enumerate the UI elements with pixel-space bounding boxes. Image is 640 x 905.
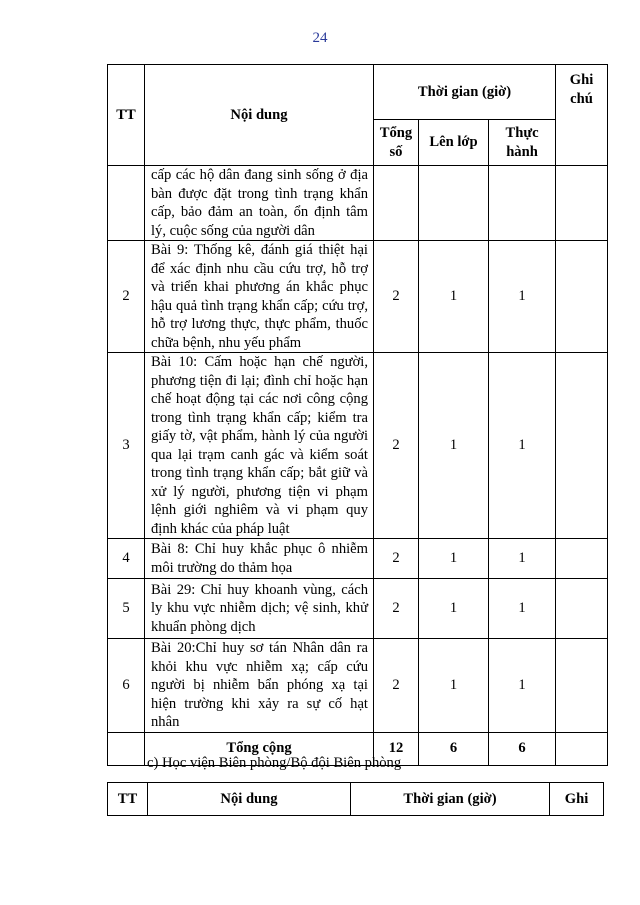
table-row <box>108 539 608 579</box>
page-number: 24 <box>312 30 328 46</box>
row-tt: 5 <box>108 579 145 639</box>
second-table-header <box>107 782 604 816</box>
header-note <box>556 65 608 166</box>
row-total: 2 <box>374 539 419 579</box>
second-header-tt: TT <box>108 783 148 816</box>
row-content: Bài 20:Chỉ huy sơ tán Nhân dân ra khỏi khu vực nhiễm xạ; cấp cứu người bị nhiễm bẩn phóng xạ tại hiện trường khi xảy ra sự cố hạt nhân <box>145 639 374 733</box>
header-note-line2: chú <box>570 90 593 107</box>
total-tt <box>108 732 145 765</box>
header-total <box>374 120 419 166</box>
row-tt: 2 <box>108 241 145 353</box>
row-content: Bài 9: Thống kê, đánh giá thiệt hại để xác định nhu cầu cứu trợ, hỗ trợ và triển khai phương án khắc phục hậu quả tình trạng khẩn cấp; cứu trợ, hỗ trợ lương thực, thực phẩm, thuốc chữa bệnh, nhu yếu phẩm <box>145 241 374 353</box>
row-class: 1 <box>419 639 489 733</box>
row-class: 1 <box>419 539 489 579</box>
header-tt: TT <box>108 65 145 166</box>
table-row <box>108 241 608 353</box>
row-practice <box>489 166 556 241</box>
row-note <box>556 241 608 353</box>
table-row <box>108 353 608 539</box>
row-content: Bài 10: Cấm hoặc hạn chế người, phương tiện đi lại; đình chỉ hoặc hạn chế hoạt động tại các nơi công cộng trong tình trạng khẩn cấp; kiểm tra giấy tờ, vật phẩm, hành lý của người qua lại trạm canh gác và kiểm soát trong tình trạng khẩn cấp; bắt giữ và xử lý người, phương tiện vi phạm lệnh giới nghiêm và vi phạm quy định khác của pháp luật <box>145 353 374 539</box>
curriculum-table <box>107 64 608 766</box>
row-tt: 6 <box>108 639 145 733</box>
row-total <box>374 166 419 241</box>
header-class: Lên lớp <box>419 120 489 166</box>
table-row <box>108 166 608 241</box>
second-header-time: Thời gian (giờ) <box>351 783 550 816</box>
row-note <box>556 579 608 639</box>
second-header-content: Nội dung <box>148 783 351 816</box>
row-total: 2 <box>374 579 419 639</box>
second-header-note: Ghi <box>550 783 604 816</box>
header-practice <box>489 120 556 166</box>
total-practice: 6 <box>489 732 556 765</box>
total-sum: 12 <box>374 732 419 765</box>
row-practice: 1 <box>489 539 556 579</box>
row-total: 2 <box>374 353 419 539</box>
header-practice-line1: Thực <box>505 125 539 141</box>
row-tt: 4 <box>108 539 145 579</box>
row-note <box>556 166 608 241</box>
header-practice-line2: hành <box>506 143 538 160</box>
total-label: Tổng cộng <box>145 732 374 765</box>
row-total: 2 <box>374 241 419 353</box>
row-content: cấp các hộ dân đang sinh sống ở địa bàn được đặt trong tình trạng khẩn cấp, bảo đảm an toàn, ổn định tâm lý, cuộc sống của người dân <box>145 166 374 241</box>
header-time: Thời gian (giờ) <box>374 65 556 120</box>
row-note <box>556 539 608 579</box>
row-class: 1 <box>419 353 489 539</box>
row-practice: 1 <box>489 353 556 539</box>
total-class: 6 <box>419 732 489 765</box>
row-class: 1 <box>419 579 489 639</box>
row-content: Bài 29: Chỉ huy khoanh vùng, cách ly khu vực nhiễm dịch; vệ sinh, khử khuẩn phòng dịch <box>145 579 374 639</box>
row-content: Bài 8: Chỉ huy khắc phục ô nhiễm môi trường do thảm họa <box>145 539 374 579</box>
header-note-line1: Ghi <box>569 72 594 88</box>
row-tt: 3 <box>108 353 145 539</box>
header-total-line1: Tổng <box>379 125 413 141</box>
section-c-title: c) Học viện Biên phòng/Bộ đội Biên phòng <box>147 755 402 771</box>
row-practice: 1 <box>489 241 556 353</box>
row-practice: 1 <box>489 579 556 639</box>
header-total-line2: số <box>389 143 403 160</box>
row-practice: 1 <box>489 639 556 733</box>
row-class: 1 <box>419 241 489 353</box>
table-row <box>108 579 608 639</box>
table-row <box>108 639 608 733</box>
row-note <box>556 639 608 733</box>
row-note <box>556 353 608 539</box>
header-content: Nội dung <box>145 65 374 166</box>
row-tt <box>108 166 145 241</box>
row-total: 2 <box>374 639 419 733</box>
row-class <box>419 166 489 241</box>
total-note <box>556 732 608 765</box>
